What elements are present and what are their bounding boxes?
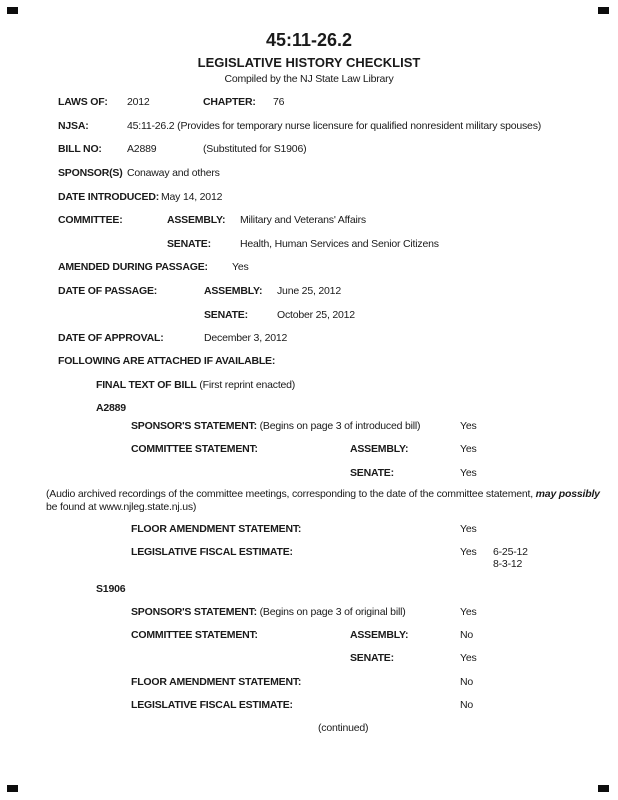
laws-of-label: LAWS OF:	[58, 96, 108, 108]
date-introduced-label: DATE INTRODUCED:	[58, 191, 160, 203]
corner-mark-bottom-left	[7, 785, 18, 792]
a2889-senate-label: SENATE:	[350, 467, 394, 479]
chapter-label: CHAPTER:	[203, 96, 256, 108]
committee-senate-label: SENATE:	[167, 238, 211, 250]
a2889-sponsors-statement-value: Yes	[460, 420, 477, 432]
amended-value: Yes	[232, 261, 249, 273]
passage-senate-value: October 25, 2012	[277, 309, 355, 321]
s1906-assembly-label: ASSEMBLY:	[350, 629, 409, 641]
s1906-floor-amendment-value: No	[460, 676, 474, 688]
s1906-sponsors-statement-row	[131, 606, 406, 618]
a2889-fiscal-estimate-value: Yes	[460, 546, 477, 558]
s1906-floor-amendment-label: FLOOR AMENDMENT STATEMENT:	[131, 676, 302, 688]
sponsors-value: Conaway and others	[127, 167, 220, 179]
audio-note-emphasis: may possibly	[535, 488, 600, 500]
corner-mark-bottom-right	[598, 785, 609, 792]
committee-assembly-label: ASSEMBLY:	[167, 214, 226, 226]
s1906-assembly-value: No	[460, 629, 474, 641]
final-text-note: (First reprint enacted)	[199, 379, 296, 391]
committee-assembly-value: Military and Veterans' Affairs	[240, 214, 366, 226]
sponsors-label: SPONSOR(S)	[58, 167, 123, 179]
passage-senate-label: SENATE:	[204, 309, 248, 321]
s1906-committee-statement-label: COMMITTEE STATEMENT:	[131, 629, 258, 641]
statute-number: 45:11-26.2	[265, 30, 353, 50]
corner-mark-top-left	[7, 7, 18, 14]
date-of-approval-value: December 3, 2012	[204, 332, 288, 344]
a2889-fiscal-estimate-label: LEGISLATIVE FISCAL ESTIMATE:	[131, 546, 293, 558]
committee-senate-value: Health, Human Services and Senior Citizens	[240, 238, 439, 250]
a2889-senate-value: Yes	[460, 467, 477, 479]
audio-note-suffix: be found at www.njleg.state.nj.us)	[46, 500, 197, 513]
a2889-fiscal-date-2: 8-3-12	[493, 558, 523, 570]
a2889-sponsors-statement-label: SPONSOR'S STATEMENT:	[131, 420, 257, 432]
date-of-approval-label: DATE OF APPROVAL:	[58, 332, 164, 344]
njsa-label: NJSA:	[58, 120, 89, 132]
final-text-label: FINAL TEXT OF BILL	[96, 379, 197, 391]
passage-assembly-value: June 25, 2012	[277, 285, 341, 297]
chapter-value: 76	[273, 96, 285, 108]
s1906-senate-value: Yes	[460, 652, 477, 664]
a2889-sponsors-statement-note: (Begins on page 3 of introduced bill)	[259, 420, 421, 432]
njsa-value: 45:11-26.2 (Provides for temporary nurse licensure for qualified nonresident military spouses)	[127, 120, 542, 132]
bill-s1906-heading: S1906	[96, 583, 126, 595]
a2889-floor-amendment-label: FLOOR AMENDMENT STATEMENT:	[131, 523, 302, 535]
a2889-assembly-label: ASSEMBLY:	[350, 443, 409, 455]
checklist-title: LEGISLATIVE HISTORY CHECKLIST	[197, 55, 421, 70]
amended-label: AMENDED DURING PASSAGE:	[58, 261, 208, 273]
date-introduced-value: May 14, 2012	[161, 191, 223, 203]
bill-a2889-heading: A2889	[96, 402, 126, 414]
committee-label: COMMITTEE:	[58, 214, 123, 226]
a2889-committee-statement-label: COMMITTEE STATEMENT:	[131, 443, 258, 455]
s1906-fiscal-estimate-label: LEGISLATIVE FISCAL ESTIMATE:	[131, 699, 293, 711]
a2889-fiscal-date-1: 6-25-12	[493, 546, 528, 558]
bill-no-note: (Substituted for S1906)	[203, 143, 307, 155]
bill-no-value: A2889	[127, 143, 157, 155]
laws-of-value: 2012	[127, 96, 150, 108]
s1906-sponsors-statement-note: (Begins on page 3 of original bill)	[259, 606, 406, 618]
passage-assembly-label: ASSEMBLY:	[204, 285, 263, 297]
a2889-sponsors-statement-row	[131, 420, 420, 432]
audio-note-prefix: (Audio archived recordings of the committee meetings, corresponding to the date of the committee statement,	[46, 488, 536, 500]
bill-no-label: BILL NO:	[58, 143, 102, 155]
final-text-row	[96, 379, 295, 391]
s1906-sponsors-statement-label: SPONSOR'S STATEMENT:	[131, 606, 257, 618]
attached-heading: FOLLOWING ARE ATTACHED IF AVAILABLE:	[58, 355, 276, 367]
s1906-senate-label: SENATE:	[350, 652, 394, 664]
s1906-fiscal-estimate-value: No	[460, 699, 474, 711]
compiled-by: Compiled by the NJ State Law Library	[224, 73, 394, 85]
audio-recordings-note	[46, 488, 606, 513]
corner-mark-top-right	[598, 7, 609, 14]
continued-note: (continued)	[318, 722, 369, 734]
s1906-sponsors-statement-value: Yes	[460, 606, 477, 618]
date-of-passage-label: DATE OF PASSAGE:	[58, 285, 158, 297]
a2889-assembly-value: Yes	[460, 443, 477, 455]
a2889-floor-amendment-value: Yes	[460, 523, 477, 535]
